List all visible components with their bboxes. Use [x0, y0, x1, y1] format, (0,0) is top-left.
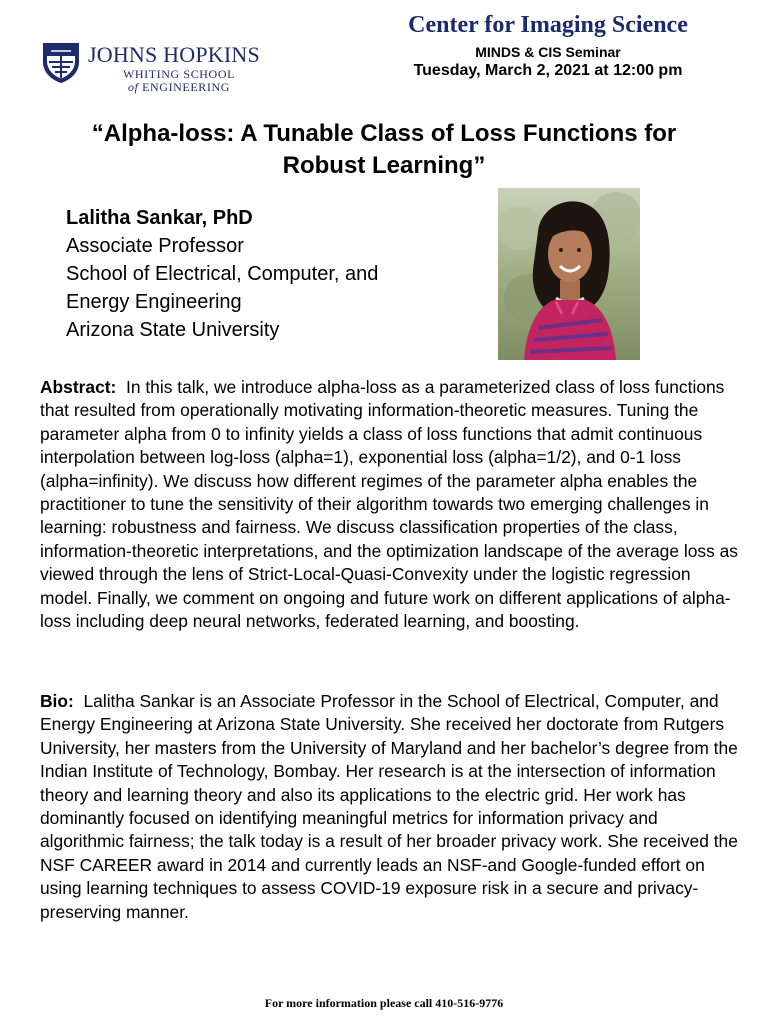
speaker-position: Associate Professor [66, 235, 244, 257]
speaker-department: Energy Engineering [66, 291, 242, 313]
logo-of: of [127, 80, 139, 94]
talk-title-line: Robust Learning” [282, 152, 486, 179]
abstract-section [40, 376, 740, 633]
logo-school-line: WHITING SCHOOL [122, 67, 236, 81]
logo-wordmark: JOHNS HOPKINS [88, 42, 260, 67]
bio-label: Bio: [40, 691, 74, 711]
talk-title [40, 118, 728, 182]
bio-section [40, 690, 740, 924]
speaker-photo [498, 188, 640, 360]
logo-engineering-line [88, 80, 270, 95]
center-title: Center for Imaging Science [408, 12, 688, 38]
speaker-university: Arizona State University [66, 319, 280, 341]
bio-text: Lalitha Sankar is an Associate Professor in the School of Electrical, Computer, and Energy Engineering at Arizona State University. She received her doctorate from Rutgers University, her masters from the University of Maryland and her bachelor’s degree from the Indian Institute of Technology, Bombay. Her research is at the intersection of information theory and learning theory and also its applications to the electric grid. Her work has dominantly focused on identifying meaningful metrics for information privacy and algorithmic fairness; the talk today is a result of her broader privacy work. She received the NSF CAREER award in 2014 and currently leads an NSF-and Google-funded effort on using learning techniques to assess COVID-19 exposure risk in a secure and privacy-preserving manner. [40, 691, 738, 922]
speaker-info [66, 204, 476, 344]
seminar-series: MINDS & CIS Seminar [475, 44, 621, 60]
contact-footer: For more information please call 410-516-9776 [264, 996, 504, 1010]
abstract-label: Abstract: [40, 377, 117, 397]
jhu-logo [40, 40, 270, 92]
seminar-datetime: Tuesday, March 2, 2021 at 12:00 pm [413, 62, 683, 79]
logo-engineering: ENGINEERING [142, 80, 231, 94]
abstract-text: In this talk, we introduce alpha-loss as a parameterized class of loss functions that resulted from operationally motivating information-theoretic measures. Tuning the parameter alpha from 0 to infinity yields a class of loss functions that admit continuous interpolation between log-loss (alpha=1), exponential loss (alpha=1/2), and 0-1 loss (alpha=infinity). We discuss how different regimes of the parameter alpha enables the practitioner to tune the sensitivity of their algorithm towards two emerging challenges in learning: robustness and fairness. We discuss classification properties of the class, information-theoretic interpretations, and the optimization landscape of the average loss as viewed through the lens of Strict-Local-Quasi-Convexity under the logistic regression model. Finally, we comment on ongoing and future work on different applications of alpha-loss including deep neural networks, federated learning, and boosting. [40, 377, 738, 632]
speaker-department: School of Electrical, Computer, and [66, 263, 379, 285]
university-shield-icon [40, 40, 82, 84]
speaker-name: Lalitha Sankar, PhD [66, 207, 253, 229]
talk-title-line: “Alpha-loss: A Tunable Class of Loss Functions for [91, 120, 677, 147]
